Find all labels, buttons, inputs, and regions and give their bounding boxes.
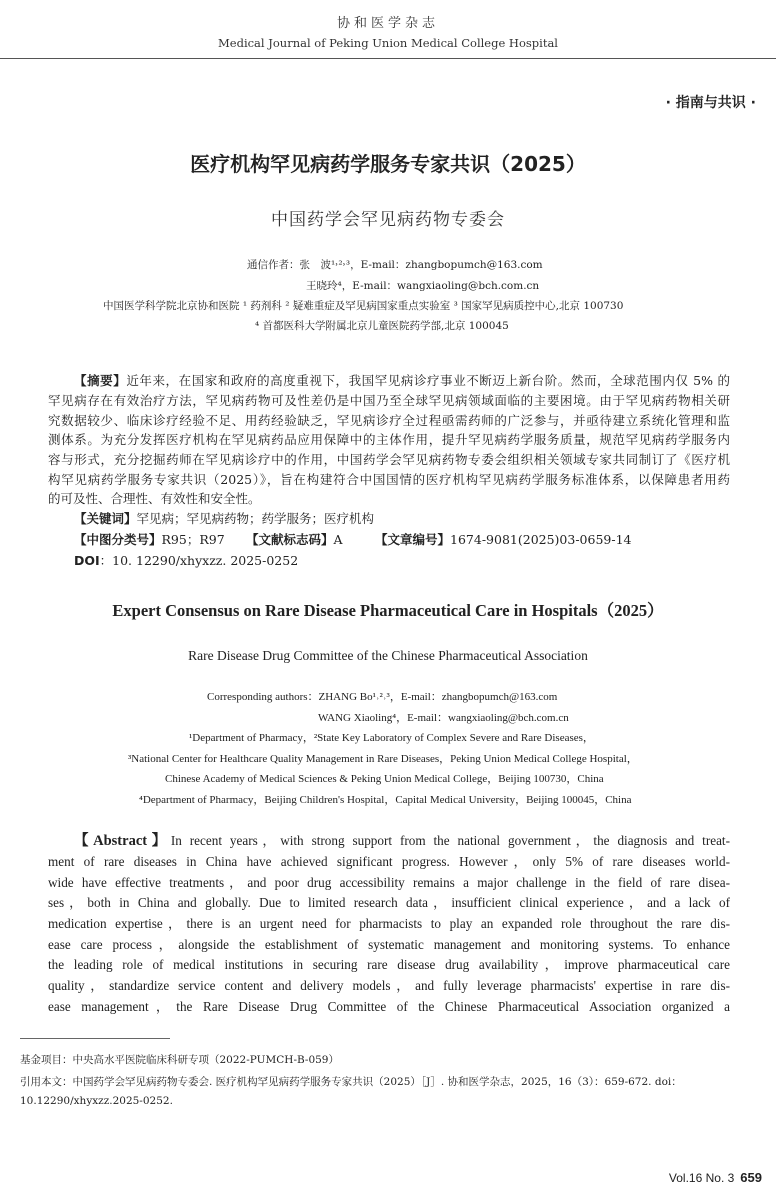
affiliation-line-en: ⁴Department of Pharmacy，Beijing Children's Hospital，Capital Medical University，Beijing 100045，China — [139, 794, 632, 806]
classification: 【中图分类号】R95；R97 — [74, 532, 225, 547]
title-cn: 医疗机构罕见病药学服务专家共识（2025） — [190, 152, 586, 176]
abstract-line: ment of rare diseases in China have achieved significant progress. However，only 5% of rare diseases world- — [48, 854, 730, 869]
abstract-line: 的可及性、合理性、有效性和安全性。 — [48, 491, 261, 506]
affiliation-line: ⁴ 首都医科大学附属北京儿童医院药学部,北京 100045 — [255, 320, 509, 332]
citation-note: 引用本文：中国药学会罕见病药物专委会. 医疗机构罕见病药学服务专家共识（2025）［J］. 协和医学杂志，2025，16（3）：659-672. doi： — [20, 1076, 682, 1088]
article-number: 【文章编号】1674-9081(2025)03-0659-14 — [375, 532, 632, 547]
affiliation-line: 中国医学科学院北京协和医院 ¹ 药剂科 ² 疑难重症及罕见病国家重点实验室 ³ 国家罕见病质控中心,北京 100730 — [103, 300, 624, 312]
abstract-line: 罕见病存在有效治疗方法，罕见病药物可及性差仍是中国乃至全球罕见病领域面临的主要困境。由于罕见病药物相关研 — [48, 393, 730, 408]
author-line: 通信作者：张 波¹˒²˒³，E-mail：zhangbopumch@163.com — [247, 259, 543, 271]
author-line: 王晓玲⁴，E-mail：wangxiaoling@bch.com.cn — [306, 280, 540, 292]
committee-en: Rare Disease Drug Committee of the Chinese Pharmaceutical Association — [188, 648, 588, 663]
abstract-line: 测体系。为充分发挥医疗机构在罕见病药品应用保障中的主体作用，提升罕见病药学服务质量，规范罕见病药学服务内 — [48, 432, 730, 447]
volume-issue: Vol.16 No. 3 — [668, 1171, 735, 1185]
page-number: 659 — [740, 1170, 762, 1185]
abstract-line: 【摘要】近年来，在国家和政府的高度重视下，我国罕见病诊疗事业不断迈上新台阶。然而，全球范围内仅 5% 的 — [74, 373, 730, 388]
page-footer — [669, 1170, 762, 1185]
citation-doi: 10.12290/xhyxzz.2025-0252. — [20, 1095, 173, 1107]
title-en: Expert Consensus on Rare Disease Pharmaceutical Care in Hospitals（2025） — [112, 601, 664, 620]
journal-name-cn: 协和医学杂志 — [336, 16, 439, 31]
abstract-line: the leading role of medical institutions in securing rare disease drug availability，improve pharmaceutical care — [48, 957, 730, 972]
keywords: 【关键词】罕见病；罕见病药物；药学服务；医疗机构 — [74, 511, 375, 526]
affiliation-line-en: ¹Department of Pharmacy，²State Key Laboratory of Complex Severe and Rare Diseases， — [189, 732, 594, 744]
abstract-line: 构罕见病药学服务专家共识（2025）》，旨在构建符合中国国情的医疗机构罕见病药学服务标准体系，以保障患者用药 — [48, 472, 730, 487]
section-tag: · 指南与共识 · — [665, 95, 756, 111]
footnote-divider — [20, 1038, 170, 1039]
abstract-line: medication expertise，there is an urgent need for pharmacists to play an expanded role throughout the rare dis- — [48, 916, 730, 931]
abstract-line: 究数据较少、临床诊疗经验不足、用药经验缺乏，罕见病诊疗全过程亟需药师的广泛参与，并亟待建立系统化管理和监 — [48, 413, 730, 428]
abstract-label: 【摘要】 — [74, 373, 127, 388]
author-line-en: Corresponding authors：ZHANG Bo¹˒²˒³，E-mail：zhangbopumch@163.com — [207, 691, 558, 703]
doi: DOI：10. 12290/xhyxzz. 2025-0252 — [74, 553, 299, 568]
affiliation-line-en: Chinese Academy of Medical Sciences & Peking Union Medical College，Beijing 100730，China — [165, 773, 604, 785]
abstract-line: wide have effective treatments，and poor drug accessibility remains a major challenge in the field of rare disea- — [48, 875, 730, 890]
abstract-line: ease care process，alongside the establishment of systematic management and monitoring systems. To enhance — [48, 937, 730, 952]
document-code: 【文献标志码】A — [246, 532, 343, 547]
committee-cn: 中国药学会罕见病药物专委会 — [271, 210, 505, 230]
abstract-line: ease management，the Rare Disease Drug Committee of the Chinese Pharmaceutical Association organized a — [48, 999, 730, 1014]
journal-name-en: Medical Journal of Peking Union Medical College Hospital — [218, 36, 558, 50]
abstract-line: ses，both in China and globally. Due to limited research data，insufficient clinical experience，and a lack of — [48, 895, 730, 910]
header-divider — [0, 58, 776, 59]
abstract-label: 【Abstract】 — [74, 833, 171, 849]
author-line-en: WANG Xiaoling⁴，E-mail：wangxiaoling@bch.com.cn — [318, 712, 569, 724]
abstract-line: quality，standardize service content and delivery models，and fully leverage pharmacists' expertise in rare dis- — [48, 978, 730, 993]
affiliation-line-en: ³National Center for Healthcare Quality Management in Rare Diseases，Peking Union Medical College Hospital， — [128, 753, 638, 765]
abstract-line: 容与形式，充分挖掘药师在罕见病诊疗中的作用，中国药学会罕见病药物专委会组织相关领域专家共同制订了《医疗机 — [48, 452, 730, 467]
abstract-line: 【Abstract】In recent years，with strong support from the national government，the diagnosis and treat- — [74, 833, 730, 849]
funding-note: 基金项目：中央高水平医院临床科研专项（2022-PUMCH-B-059） — [20, 1054, 339, 1066]
